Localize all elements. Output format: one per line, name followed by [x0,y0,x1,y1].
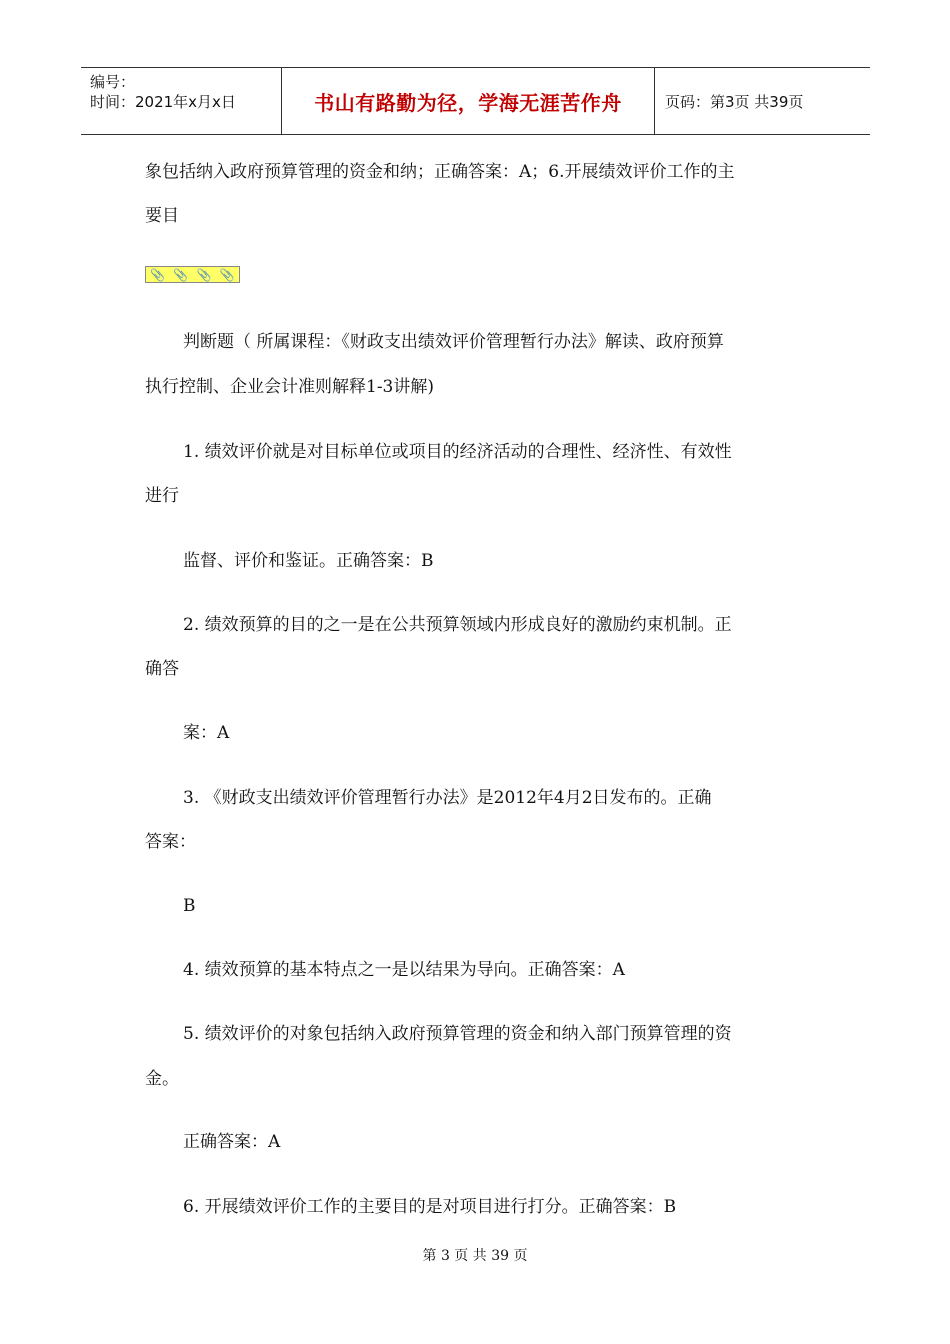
question-5: 金。 [145,1069,179,1089]
body-line: 象包括纳入政府预算管理的资金和纳；正确答案：A；6.开展绩效评价工作的主 [145,162,735,182]
paperclip-icon[interactable]: 📎 [219,267,235,282]
body-line: 要目 [145,206,179,226]
answer-2: 案：A [183,723,230,743]
section-heading: 执行控制、企业会计准则解释1-3讲解) [145,377,435,397]
question-2: 2. 绩效预算的目的之一是在公共预算领域内形成良好的激励约束机制。正 [183,615,732,635]
section-heading: 判断题（ 所属课程：《财政支出绩效评价管理暂行办法》解读、政府预算 [183,332,724,352]
question-6: 6. 开展绩效评价工作的主要目的是对项目进行打分。正确答案：B [183,1197,677,1217]
question-1: 1. 绩效评价就是对目标单位或项目的经济活动的合理性、经济性、有效性 [183,442,732,462]
header-meta [81,68,282,134]
attachment-icons [145,266,240,283]
page-header [81,67,870,135]
answer-3: B [183,896,196,916]
paperclip-icon[interactable]: 📎 [196,267,212,282]
answer-5: 正确答案：A [183,1132,281,1152]
answer-1: 监督、评价和鉴证。正确答案：B [183,551,434,571]
header-motto-cell [282,68,655,134]
header-page-info-cell [655,68,870,134]
paperclip-icon[interactable]: 📎 [150,267,166,282]
motto: 书山有路勤为径，学海无涯苦作舟 [314,90,622,115]
question-3: 3. 《财政支出绩效评价管理暂行办法》是2012年4月2日发布的。正确 [183,788,712,808]
time-label: 时间：2021年x月x日 [90,93,236,111]
question-1: 进行 [145,486,179,506]
page-footer: 第 3 页 共 39 页 [422,1248,528,1264]
question-5: 5. 绩效评价的对象包括纳入政府预算管理的资金和纳入部门预算管理的资 [183,1024,732,1044]
paperclip-icon[interactable]: 📎 [173,267,189,282]
question-4: 4. 绩效预算的基本特点之一是以结果为导向。正确答案：A [183,960,625,980]
question-2: 确答 [145,659,179,679]
question-3: 答案： [145,832,196,852]
page-info: 页码：第3页 共39页 [665,92,804,111]
serial-label: 编号： [90,73,136,91]
